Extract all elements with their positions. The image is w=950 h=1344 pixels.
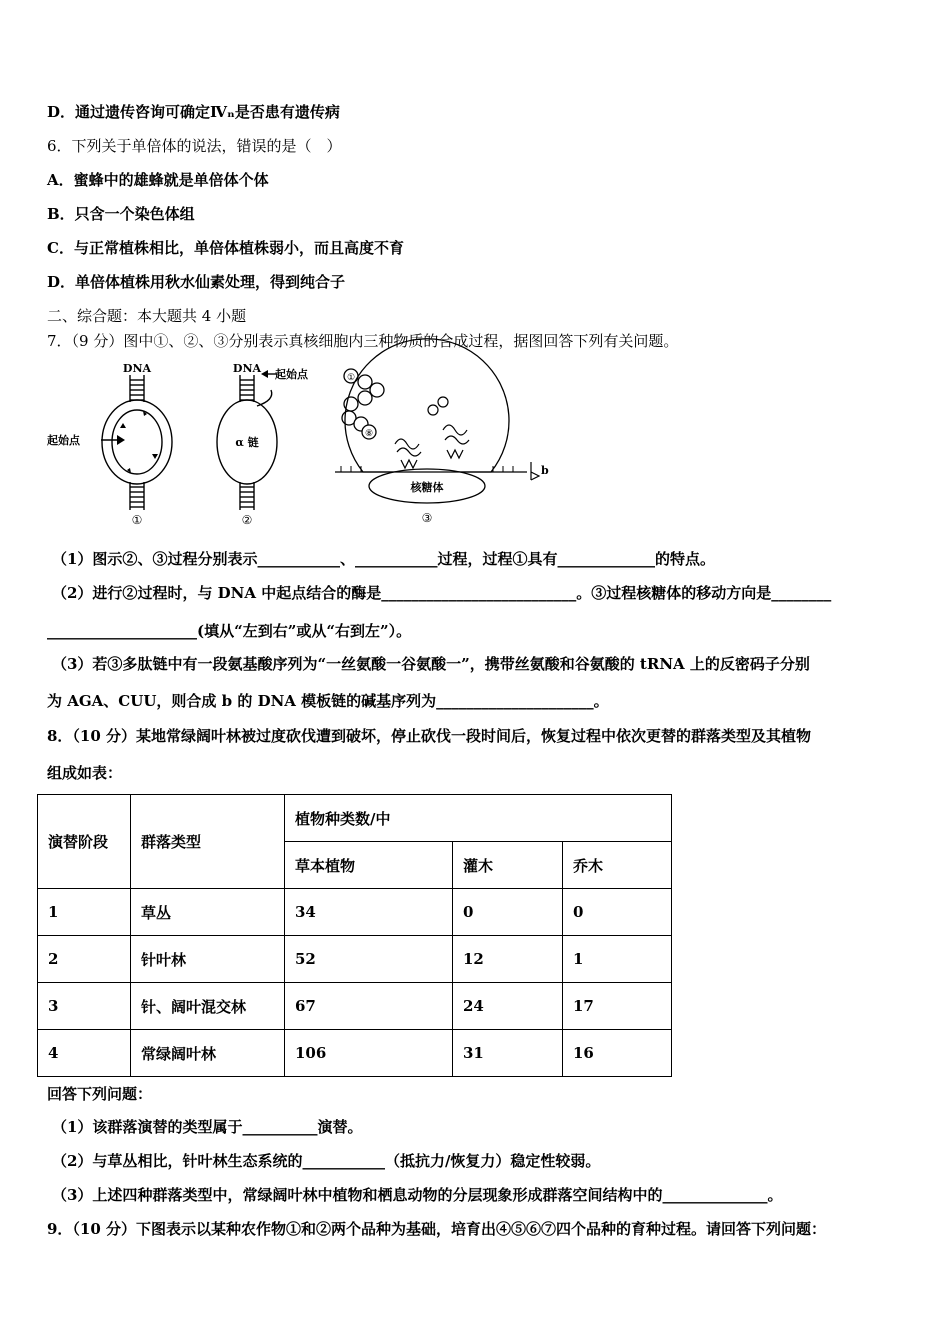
figure-translation	[335, 360, 549, 530]
q6-option-a: A．蜜蜂中的雄蜂就是单倍体个体	[47, 171, 269, 189]
cell-shrub: 24	[453, 983, 563, 1030]
fig2-start-label: 起始点	[275, 368, 308, 381]
header-herb: 草本植物	[285, 842, 453, 889]
table-row	[38, 1030, 672, 1077]
header-tree: 乔木	[563, 842, 672, 889]
table-row	[38, 889, 672, 936]
fig3-b-label: b	[541, 464, 549, 477]
q5-option-d: D．通过遗传咨询可确定Ⅳₙ是否患有遗传病	[47, 103, 340, 121]
cell-type: 针、阔叶混交林	[131, 983, 285, 1030]
cell-stage: 3	[38, 983, 131, 1030]
header-species-count: 植物种类数/中	[285, 795, 672, 842]
cell-herb: 67	[285, 983, 453, 1030]
q6-stem: 6．下列关于单倍体的说法，错误的是（ ）	[47, 137, 342, 155]
header-shrub: 灌木	[453, 842, 563, 889]
cell-tree: 1	[563, 936, 672, 983]
figure-dna-replication	[45, 360, 205, 530]
cell-shrub: 0	[453, 889, 563, 936]
fig1-dna-label: DNA	[122, 362, 152, 375]
fig3-peptide-label-8: ⑧	[364, 429, 374, 439]
q8-stem-line-1: 8．（10 分）某地常绿阔叶林被过度砍伐遭到破坏，停止砍伐一段时间后，恢复过程中依次更替的群落类型及其植物	[47, 727, 812, 745]
q8-answer-prompt: 回答下列问题：	[47, 1085, 153, 1103]
q8-stem-line-2: 组成如表：	[47, 764, 123, 782]
cell-herb: 52	[285, 936, 453, 983]
fig3-peptide-label-1: ①	[346, 373, 356, 383]
q9-stem: 9．（10 分）下图表示以某种农作物①和②两个品种为基础，培育出④⑤⑥⑦四个品种的育种过程。请回答下列问题：	[47, 1220, 827, 1238]
fig3-ribosome-label: 核糖体	[410, 481, 444, 494]
q8-sub-1: （1）该群落演替的类型属于__________演替。	[52, 1118, 363, 1136]
cell-stage: 4	[38, 1030, 131, 1077]
figure-transcription	[205, 360, 335, 530]
q7-stem: 7．（9 分）图中①、②、③分别表示真核细胞内三种物质的合成过程，据图回答下列有关问题。	[47, 332, 679, 350]
cell-stage: 2	[38, 936, 131, 983]
cell-stage: 1	[38, 889, 131, 936]
cell-type: 草丛	[131, 889, 285, 936]
q7-sub-3-line-1: （3）若③多肽链中有一段氨基酸序列为“一丝氨酸一谷氨酸一”，携带丝氨酸和谷氨酸的 tRNA 上的反密码子分别	[52, 655, 810, 673]
table-row	[38, 983, 672, 1030]
q7-sub-1: （1）图示②、③过程分别表示___________、___________过程，过程①具有_____________的特点。	[52, 550, 715, 568]
q7-sub-3-line-2: 为 AGA、CUU，则合成 b 的 DNA 模板链的碱基序列为_____________________。	[47, 692, 609, 710]
cell-herb: 106	[285, 1030, 453, 1077]
fig3-number: ③	[421, 511, 433, 525]
header-community-type: 群落类型	[131, 795, 285, 889]
cell-shrub: 31	[453, 1030, 563, 1077]
q8-sub-3: （3）上述四种群落类型中，常绿阔叶林中植物和栖息动物的分层现象形成群落空间结构中的______________。	[52, 1186, 783, 1204]
header-stage: 演替阶段	[38, 795, 131, 889]
q6-option-c: C．与正常植株相比，单倍体植株弱小，而且高度不育	[47, 239, 404, 257]
q6-option-d: D．单倍体植株用秋水仙素处理，得到纯合子	[47, 273, 346, 291]
q6-option-b: B．只含一个染色体组	[47, 205, 195, 223]
q7-sub-2-line-2: ____________________(填从“左到右”或从“右到左”）。	[47, 622, 412, 640]
q7-sub-2-line-1: （2）进行②过程时，与 DNA 中起点结合的酶是__________________________。③过程核糖体的移动方向是________	[52, 584, 832, 602]
fig2-number: ②	[241, 513, 253, 527]
cell-tree: 16	[563, 1030, 672, 1077]
fig1-start-label: 起始点	[47, 434, 80, 447]
q8-sub-2: （2）与草丛相比，针叶林生态系统的___________（抵抗力/恢复力）稳定性较弱。	[52, 1152, 601, 1170]
succession-table	[37, 794, 672, 1077]
fig2-dna-label: DNA	[232, 362, 262, 375]
cell-type: 常绿阔叶林	[131, 1030, 285, 1077]
table-row	[38, 936, 672, 983]
fig2-alpha-chain-label: α 链	[235, 436, 259, 449]
cell-tree: 0	[563, 889, 672, 936]
cell-type: 针叶林	[131, 936, 285, 983]
fig1-number: ①	[131, 513, 143, 527]
cell-herb: 34	[285, 889, 453, 936]
cell-shrub: 12	[453, 936, 563, 983]
section-2-heading: 二、综合题：本大题共 4 小题	[47, 307, 247, 325]
cell-tree: 17	[563, 983, 672, 1030]
